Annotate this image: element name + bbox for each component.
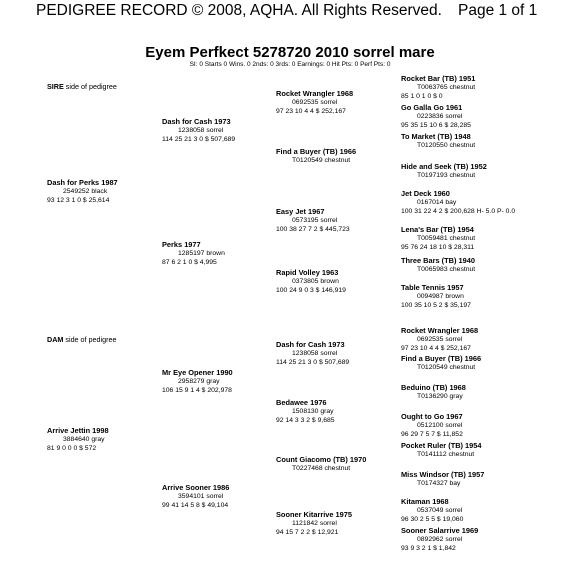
horse-record: 93 12 3 1 0 $ 25,614	[47, 197, 110, 204]
horse-registration: T0120550 chestnut	[417, 142, 476, 149]
horse-name: Arrive Sooner 1986	[162, 483, 230, 492]
horse-name: Count Giacomo (TB) 1970	[276, 455, 367, 464]
horse-registration: 1285197 brown	[178, 250, 225, 257]
horse-registration: 3884640 gray	[63, 436, 105, 443]
ancestor-gen3	[276, 207, 350, 234]
horse-registration: T0063765 chestnut	[417, 84, 476, 91]
horse-name: Sooner Salarrive 1969	[401, 526, 479, 535]
horse-record: 95 76 24 18 10 $ 28,311	[401, 244, 475, 251]
horse-name: Find a Buyer (TB) 1966	[401, 354, 482, 363]
horse-registration: T0197193 chestnut	[417, 172, 476, 179]
horse-registration: 3594101 sorrel	[178, 493, 224, 500]
horse-registration: T0120549 chestnut	[417, 364, 476, 371]
ancestor-gen4	[401, 225, 475, 252]
horse-record: 96 30 2 5 5 $ 19,060	[401, 516, 464, 523]
horse-name: Pocket Ruler (TB) 1954	[401, 441, 482, 450]
horse-name: Beduino (TB) 1968	[401, 383, 466, 392]
ancestor-gen4	[401, 497, 463, 524]
ancestor-gen4	[401, 256, 475, 274]
horse-record: 97 23 10 4 4 $ 252,167	[401, 345, 471, 352]
horse-name: Sooner Kitarrive 1975	[276, 510, 352, 519]
ancestor-gen3	[276, 268, 346, 295]
ancestor-gen4	[401, 74, 475, 101]
horse-registration: T0174327 bay	[417, 480, 461, 487]
sire-sire	[162, 117, 235, 144]
horse-registration: 0223836 sorrel	[417, 113, 463, 120]
horse-name: Dash for Cash 1973	[162, 117, 231, 126]
horse-registration: 0373805 brown	[292, 278, 339, 285]
horse-record: 93 9 3 2 1 $ 1,842	[401, 545, 456, 552]
horse-record: 97 23 10 4 4 $ 252,167	[276, 108, 346, 115]
horse-name: Table Tennis 1957	[401, 283, 464, 292]
horse-record: 100 24 9 0 3 $ 146,919	[276, 287, 346, 294]
horse-name: Hide and Seek (TB) 1952	[401, 162, 487, 171]
ancestor-gen4	[401, 162, 487, 180]
horse-registration: T0120549 chestnut	[292, 157, 351, 164]
horse-registration: 1121842 sorrel	[292, 520, 337, 527]
horse-name: Miss Windsor (TB) 1957	[401, 470, 485, 479]
horse-record: 114 25 21 3 0 $ 507,689	[276, 359, 350, 366]
horse-name: Rocket Wrangler 1968	[276, 89, 354, 98]
ancestor-gen3	[276, 398, 335, 425]
ancestor-gen3	[276, 89, 353, 116]
horse-registration: 0167014 bay	[417, 199, 457, 206]
horse-name: Rocket Wrangler 1968	[401, 326, 479, 335]
horse-record: 85 1 0 1 0 $ 0	[401, 93, 443, 100]
horse-record: 100 38 27 7 2 $ 445,723	[276, 226, 350, 233]
horse-name: Rocket Bar (TB) 1951	[401, 74, 476, 83]
horse-registration: 2549252 black	[63, 188, 108, 195]
sire-dam	[162, 240, 225, 267]
horse-name: Go Galla Go 1961	[401, 103, 463, 112]
horse-name: Dash for Cash 1973	[276, 340, 345, 349]
ancestor-gen3	[276, 455, 366, 473]
horse-registration: 1238058 sorrel	[292, 350, 338, 357]
horse-name: Find a Buyer (TB) 1966	[276, 147, 357, 156]
ancestor-gen3	[276, 510, 352, 537]
ancestor-gen4	[401, 412, 463, 439]
horse-name: Kitaman 1968	[401, 497, 449, 506]
page-number: Page 1 of 1	[458, 2, 538, 19]
horse-name: Bedawee 1976	[276, 398, 327, 407]
dam-side-label: DAM side of pedigree	[47, 335, 117, 344]
horse-record: 106 15 9 1 4 $ 202,978	[162, 387, 232, 394]
horse-name: Three Bars (TB) 1940	[401, 256, 475, 265]
horse-name: Rapid Volley 1963	[276, 268, 339, 277]
dam-sire	[162, 368, 233, 395]
dam-dam	[162, 483, 229, 510]
horse-record: 94 15 7 2 2 $ 12,921	[276, 529, 339, 536]
horse-registration: T0227468 chestnut	[292, 465, 351, 472]
horse-name: Ought to Go 1967	[401, 412, 463, 421]
ancestor-gen4	[401, 283, 471, 310]
horse-record: 100 31 22 4 2 $ 200,628 H- 5.0 P- 0.0	[401, 208, 516, 215]
horse-registration: 0573195 sorrel	[292, 217, 338, 224]
ancestor-gen4	[401, 189, 515, 216]
horse-registration: 0892962 sorrel	[417, 536, 463, 543]
horse-title: Eyem Perfkect 5278720 2010 sorrel mare	[145, 44, 435, 61]
ancestor-gen4	[401, 354, 481, 372]
ancestor-gen4	[401, 441, 482, 459]
horse-record: 114 25 21 3 0 $ 507,689	[162, 136, 236, 143]
ancestor-gen4	[401, 526, 478, 553]
horse-record: 81 9 0 0 0 $ 572	[47, 445, 97, 452]
horse-registration: T0141112 chestnut	[417, 451, 475, 458]
horse-record: 100 35 10 5 2 $ 35,197	[401, 302, 471, 309]
horse-name: To Market (TB) 1948	[401, 132, 471, 141]
horse-registration: 0692535 sorrel	[292, 99, 338, 106]
horse-registration: T0059481 chestnut	[417, 235, 476, 242]
horse-record: 87 6 2 1 0 $ 4,995	[162, 259, 217, 266]
horse-registration: 0512100 sorrel	[417, 422, 463, 429]
document-header-title: PEDIGREE RECORD © 2008, AQHA. All Rights Reserved.	[36, 2, 442, 19]
horse-registration: T0065983 chestnut	[417, 266, 476, 273]
horse-name: Jet Deck 1960	[401, 189, 450, 198]
dam	[47, 426, 109, 453]
sire-side-label: SIRE side of pedigree	[47, 82, 117, 91]
ancestor-gen3	[276, 147, 356, 165]
horse-registration: 0537049 sorrel	[417, 507, 463, 514]
ancestor-gen4	[401, 383, 466, 401]
horse-name: Easy Jet 1967	[276, 207, 325, 216]
ancestor-gen4	[401, 103, 471, 130]
horse-name: Dash for Perks 1987	[47, 178, 118, 187]
horse-name: Perks 1977	[162, 240, 201, 249]
ancestor-gen4	[401, 470, 484, 488]
horse-record: 92 14 3 3 2 $ 9,685	[276, 417, 335, 424]
ancestor-gen3	[276, 340, 349, 367]
horse-name: Mr Eye Opener 1990	[162, 368, 233, 377]
horse-name: Lena's Bar (TB) 1954	[401, 225, 474, 234]
horse-registration: 0094987 brown	[417, 293, 464, 300]
horse-registration: T0136290 gray	[417, 393, 463, 400]
sire	[47, 178, 118, 205]
ancestor-gen4	[401, 326, 478, 353]
horse-registration: 2958279 gray	[178, 378, 220, 385]
horse-record: 99 41 14 5 8 $ 49,104	[162, 502, 229, 509]
performance-summary: SI: 0 Starts 0 Wins. 0 2nds: 0 3rds: 0 Earnings: 0 Hit Pts: 0 Perf Pts: 0	[189, 61, 391, 68]
horse-record: 96 29 7 5 7 $ 11,852	[401, 431, 463, 438]
horse-registration: 1238058 sorrel	[178, 127, 224, 134]
horse-registration: 1508130 gray	[292, 408, 334, 415]
ancestor-gen4	[401, 132, 475, 150]
horse-name: Arrive Jettin 1998	[47, 426, 109, 435]
horse-registration: 0692535 sorrel	[417, 336, 463, 343]
horse-record: 95 35 15 10 6 $ 28,285	[401, 122, 471, 129]
